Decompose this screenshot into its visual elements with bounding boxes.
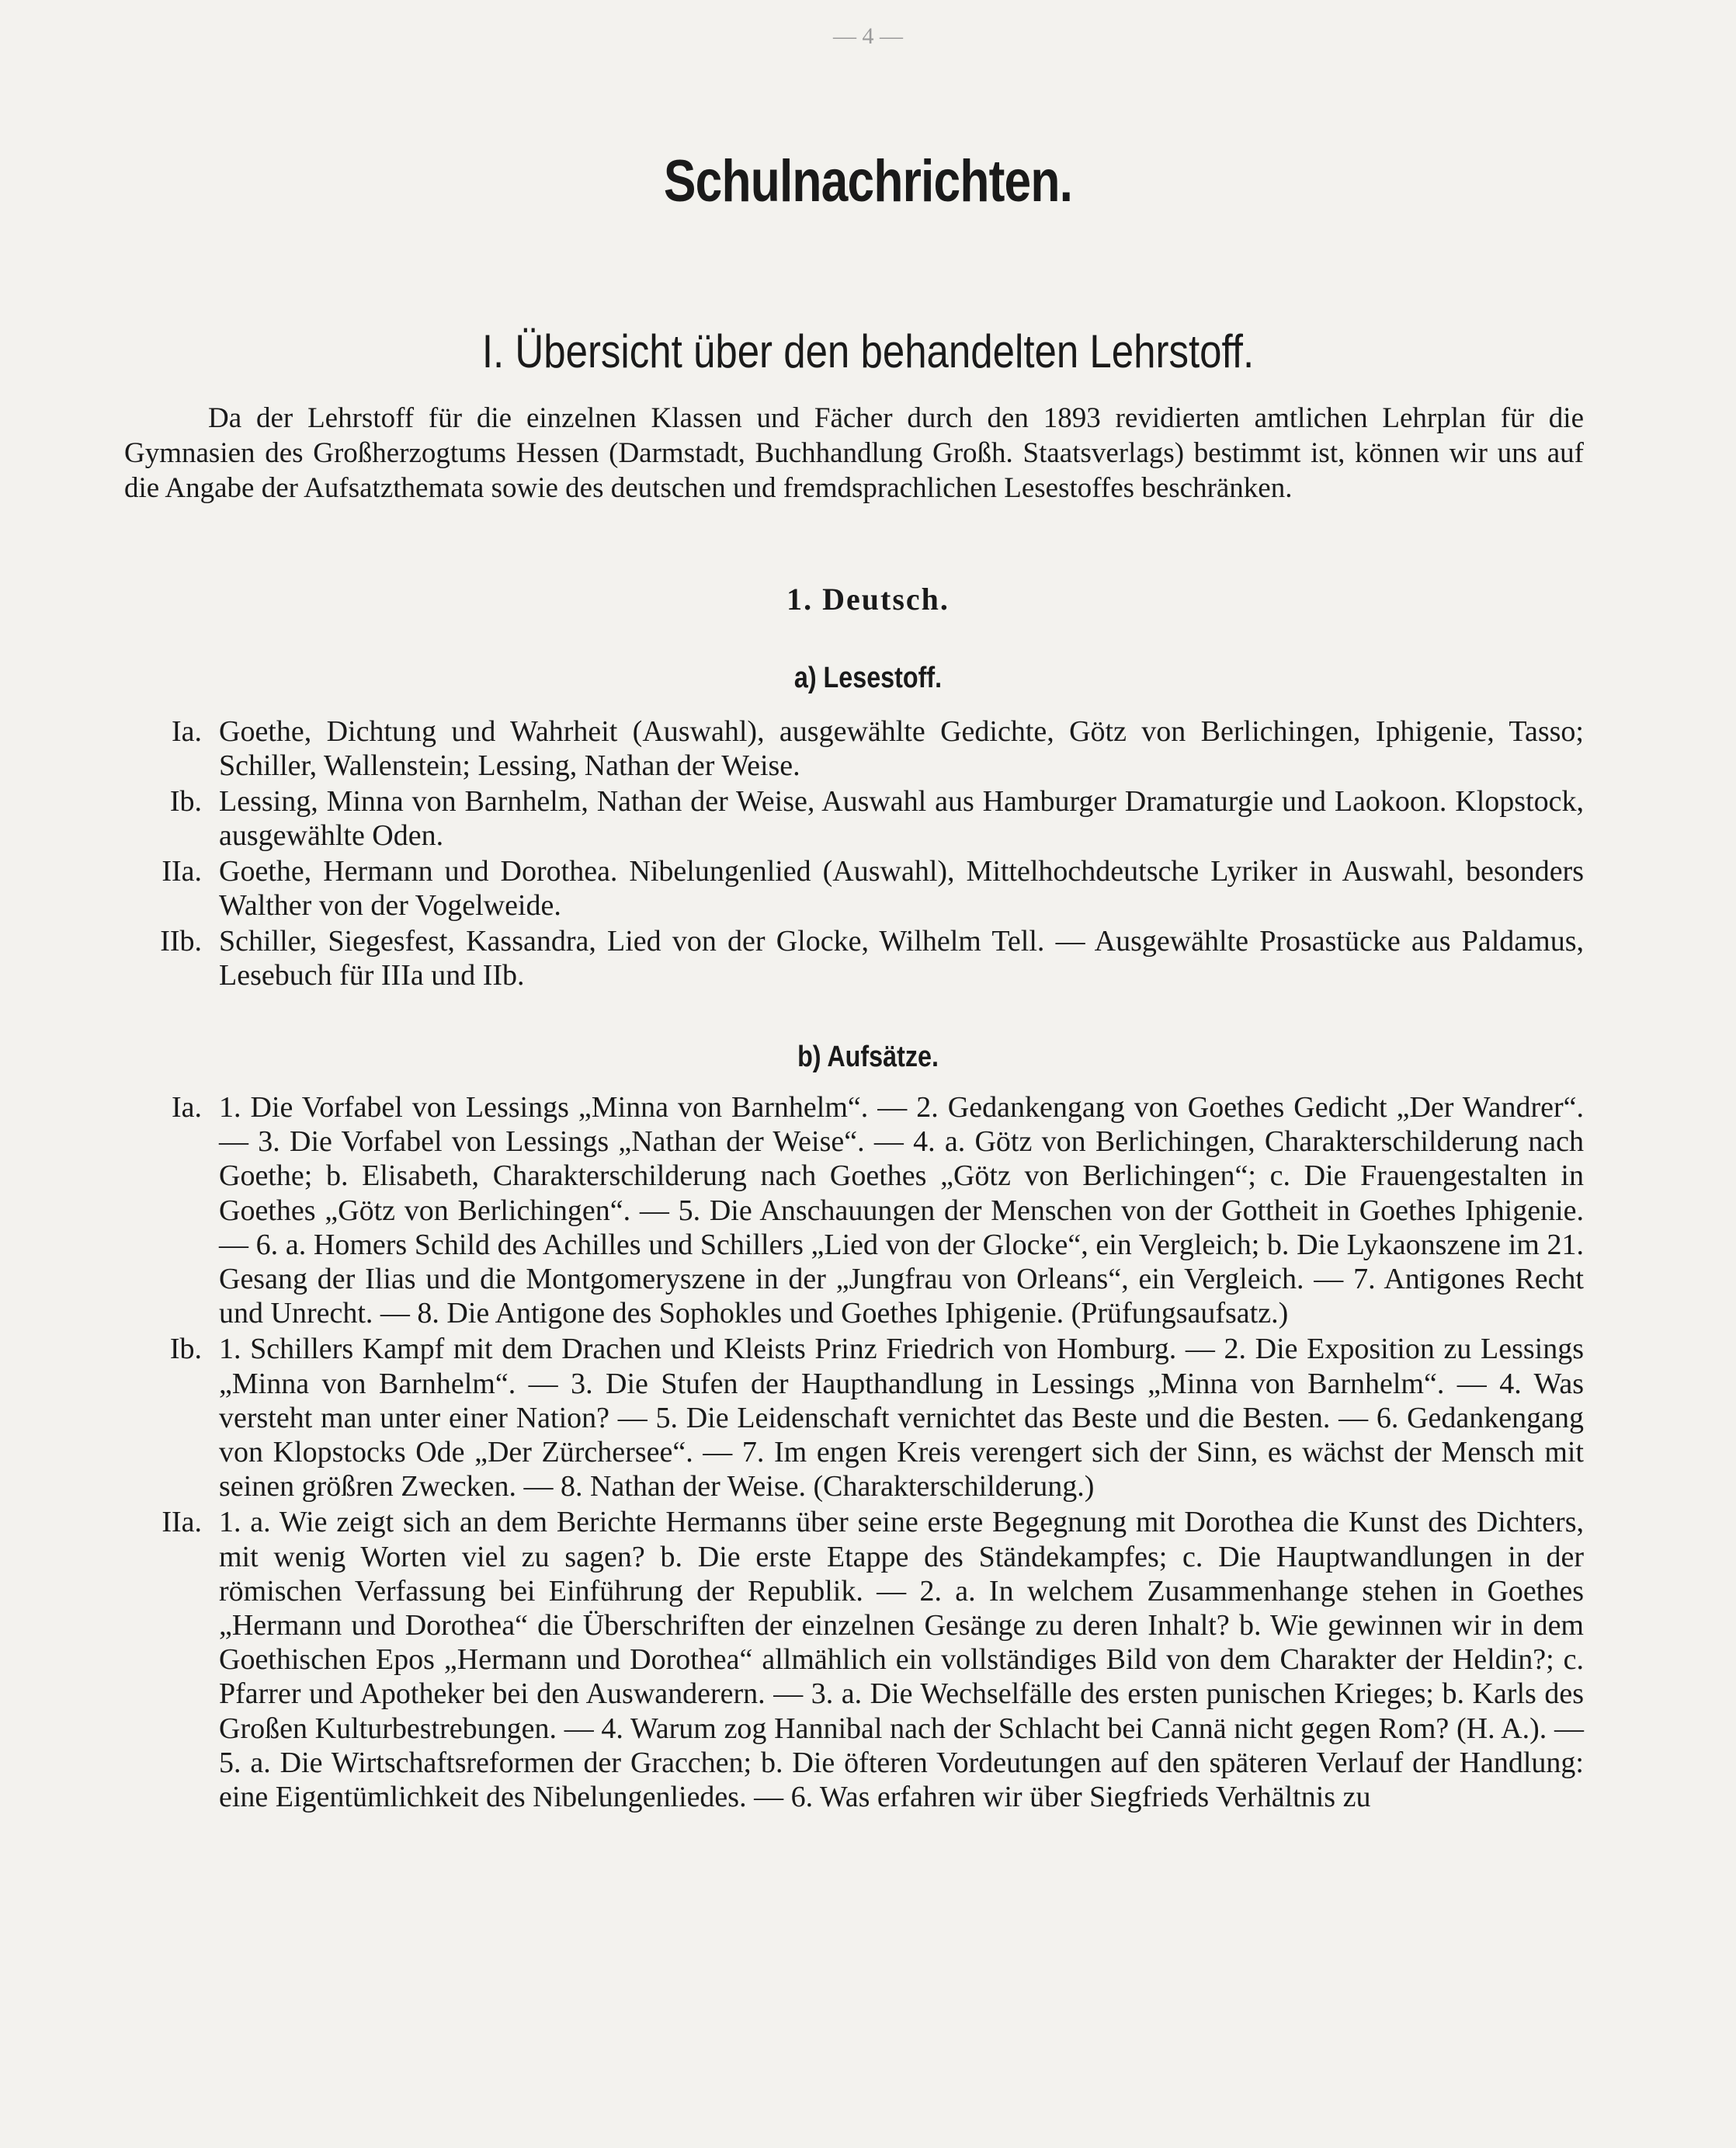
entry-text: Goethe, Dichtung und Wahrheit (Auswahl), ausgewählte Gedichte, Götz von Berlichingen, Iphigenie, Tasso; Schiller, Wallenstein; Lessing, Nathan der Weise. bbox=[219, 715, 1584, 782]
class-label: IIa. bbox=[161, 855, 202, 888]
entry-text: Lessing, Minna von Barnhelm, Nathan der Weise, Auswahl aus Hamburger Dramaturgie und Laokoon. Klopstock, ausgewählte Oden. bbox=[219, 785, 1584, 852]
list-item bbox=[124, 1332, 1584, 1503]
list-item bbox=[124, 854, 1584, 923]
aufsaetze-list bbox=[124, 1090, 1584, 1816]
class-label: Ib. bbox=[169, 785, 202, 818]
entry-text: Goethe, Hermann und Dorothea. Nibelungenlied (Auswahl), Mittelhochdeutsche Lyriker in Auswahl, besonders Walther von der Vogelweide. bbox=[219, 855, 1584, 922]
aufsaetze-heading: b) Aufsätze. bbox=[797, 1041, 939, 1073]
list-item bbox=[124, 714, 1584, 783]
list-item bbox=[124, 924, 1584, 992]
class-label: Ia. bbox=[171, 1091, 202, 1124]
lesestoff-heading: a) Lesestoff. bbox=[793, 662, 943, 694]
entry-text: 1. a. Wie zeigt sich an dem Berichte Hermanns über seine erste Begegnung mit Dorothea die Kunst des Dichters, mit wenig Worten viel zu sagen? b. Die erste Etappe des Ständekampfes; c. Die Hauptwandlungen in der römischen Verfassung bei Einführung der Republik. — 2. a. In welchem Zusammenhange stehen in Goethes „Hermann und Dorothea“ die Überschriften der einzelnen Gesänge zu deren Inhalt? b. Wie gewinnen wir in dem Goethischen Epos „Hermann und Dorothea“ allmählich ein vollständiges Bild von dem Charakter der Heldin?; c. Pfarrer und Apotheker bei den Auswanderern. — 3. a. Die Wechselfälle des ersten punischen Krieges; b. Karls des Großen Kulturbestrebungen. — 4. Warum zog Hannibal nach der Schlacht bei Cannä nicht gegen Rom? (H. A.). — 5. a. Die Wirtschaftsreformen der Gracchen; b. Die öfteren Vordeutungen auf den späteren Verlauf der Handlung: eine Eigentümlichkeit des Nibelungenliedes. — 6. Was erfahren wir über Siegfrieds Verhältnis zu bbox=[219, 1506, 1584, 1814]
class-label: Ia. bbox=[171, 715, 202, 748]
list-item bbox=[124, 784, 1584, 853]
list-item bbox=[124, 1090, 1584, 1330]
intro-paragraph: Da der Lehrstoff für die einzelnen Klassen und Fächer durch den 1893 revidierten amtlichen Lehrplan für die Gymnasien des Großherzogtums Hessen (Darmstadt, Buchhandlung Großh. Staatsverlags) bestimmt ist, können wir uns auf die Angabe der Aufsatzthemata sowie des deutschen und fremdsprachlichen Lesestoffes beschränken. bbox=[124, 402, 1584, 504]
entry-text: Schiller, Siegesfest, Kassandra, Lied von der Glocke, Wilhelm Tell. — Ausgewählte Prosastücke aus Paldamus, Lesebuch für IIIa und IIb. bbox=[219, 925, 1584, 992]
chapter-title: I. Übersicht über den behandelten Lehrstoff. bbox=[481, 325, 1255, 377]
lesestoff-list bbox=[124, 714, 1584, 994]
section-title: 1. Deutsch. bbox=[786, 582, 950, 617]
page-number: — 4 — bbox=[833, 23, 903, 49]
entry-text: 1. Schillers Kampf mit dem Drachen und Kleists Prinz Friedrich von Homburg. — 2. Die Exposition zu Lessings „Minna von Barnhelm“. — 3. Die Stufen der Haupthandlung in Lessings „Minna von Barnhelm“. — 4. Was versteht man unter einer Nation? — 5. Die Leidenschaft vernichtet das Beste und die Besten. — 6. Gedankengang von Klopstocks Ode „Der Zürchersee“. — 7. Im engen Kreis verengert sich der Sinn, es wächst der Mensch mit seinen größren Zwecken. — 8. Nathan der Weise. (Charakterschilderung.) bbox=[219, 1333, 1584, 1503]
class-label: Ib. bbox=[169, 1333, 202, 1366]
list-item bbox=[124, 1505, 1584, 1814]
class-label: IIb. bbox=[160, 925, 202, 958]
entry-text: 1. Die Vorfabel von Lessings „Minna von Barnhelm“. — 2. Gedankengang von Goethes Gedicht „Der Wandrer“. — 3. Die Vorfabel von Lessings „Nathan der Weise“. — 4. a. Götz von Berlichingen, Charakterschilderung nach Goethe; b. Elisabeth, Charakterschilderung nach Goethes „Götz von Berlichingen“; c. Die Frauengestalten in Goethes „Götz von Berlichingen“. — 5. Die Anschauungen der Menschen von der Gottheit in Goethes Iphigenie. — 6. a. Homers Schild des Achilles und Schillers „Lied von der Glocke“, ein Vergleich; b. Die Lykaonszene im 21. Gesang der Ilias und die Montgomeryszene in der „Jungfrau von Orleans“, ein Vergleich. — 7. Antigones Recht und Unrecht. — 8. Die Antigone des Sophokles und Goethes Iphigenie. (Prüfungsaufsatz.) bbox=[219, 1091, 1584, 1330]
class-label: IIa. bbox=[161, 1506, 202, 1539]
page-title: Schulnachrichten. bbox=[663, 148, 1073, 214]
